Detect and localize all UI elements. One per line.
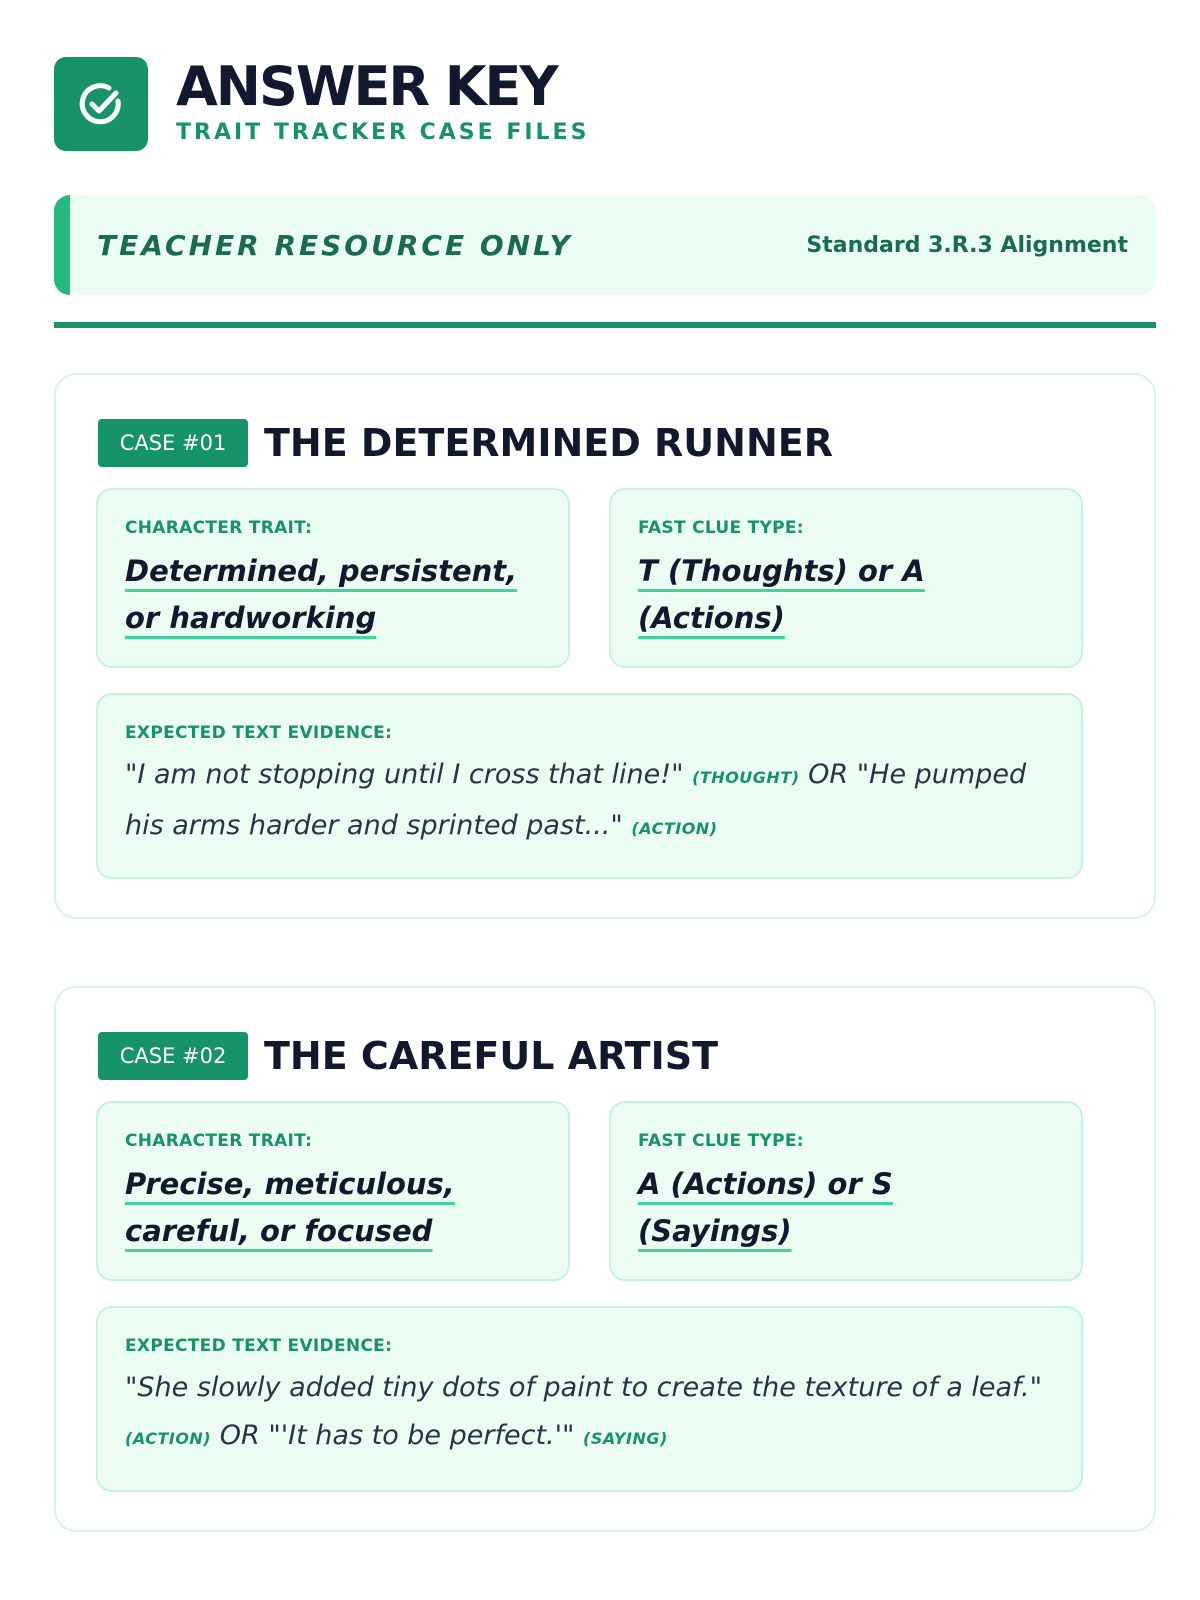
case-badge: CASE #02 <box>98 1032 248 1080</box>
standard-alignment: Standard 3.R.3 Alignment <box>806 232 1128 258</box>
evidence-tag: (SAYING) <box>583 1429 668 1448</box>
clue-box <box>609 1101 1083 1281</box>
page-title: ANSWER KEY <box>176 54 557 118</box>
evidence-tag: (THOUGHT) <box>692 768 800 787</box>
evidence-box <box>96 693 1083 879</box>
case-card <box>54 373 1156 919</box>
divider <box>54 322 1156 328</box>
evidence-text: "I am not stopping until I cross that line!" (THOUGHT) OR "He pumped his arms harder and sprinted past..." (ACTION) <box>125 759 1027 841</box>
trait-value: Determined, persistent, or hardworking <box>125 554 518 635</box>
check-circle-icon <box>74 77 128 131</box>
trait-label: CHARACTER TRAIT: <box>125 518 313 538</box>
evidence-text: "She slowly added tiny dots of paint to create the texture of a leaf." (ACTION) OR "'It has to be perfect.'" (SAYING) <box>125 1372 1043 1451</box>
page-subtitle: TRAIT TRACKER CASE FILES <box>176 119 590 145</box>
evidence-tag: (ACTION) <box>125 1429 212 1448</box>
evidence-box <box>96 1306 1083 1492</box>
case-title: THE CAREFUL ARTIST <box>264 1034 718 1078</box>
case-title: THE DETERMINED RUNNER <box>264 421 833 465</box>
logo-badge <box>54 57 148 151</box>
trait-label: CHARACTER TRAIT: <box>125 1131 313 1151</box>
trait-box <box>96 488 570 668</box>
clue-label: FAST CLUE TYPE: <box>638 518 804 538</box>
trait-box <box>96 1101 570 1281</box>
resource-label: TEACHER RESOURCE ONLY <box>97 228 573 262</box>
evidence-label: EXPECTED TEXT EVIDENCE: <box>125 723 393 743</box>
case-badge: CASE #01 <box>98 419 248 467</box>
clue-value: T (Thoughts) or A (Actions) <box>638 554 925 635</box>
clue-label: FAST CLUE TYPE: <box>638 1131 804 1151</box>
clue-box <box>609 488 1083 668</box>
trait-value: Precise, meticulous, careful, or focused <box>125 1167 455 1248</box>
case-card <box>54 986 1156 1532</box>
evidence-tag: (ACTION) <box>631 819 718 838</box>
clue-value: A (Actions) or S (Sayings) <box>638 1167 893 1248</box>
page-header <box>54 54 590 151</box>
evidence-label: EXPECTED TEXT EVIDENCE: <box>125 1336 393 1356</box>
teacher-banner <box>54 195 1156 295</box>
